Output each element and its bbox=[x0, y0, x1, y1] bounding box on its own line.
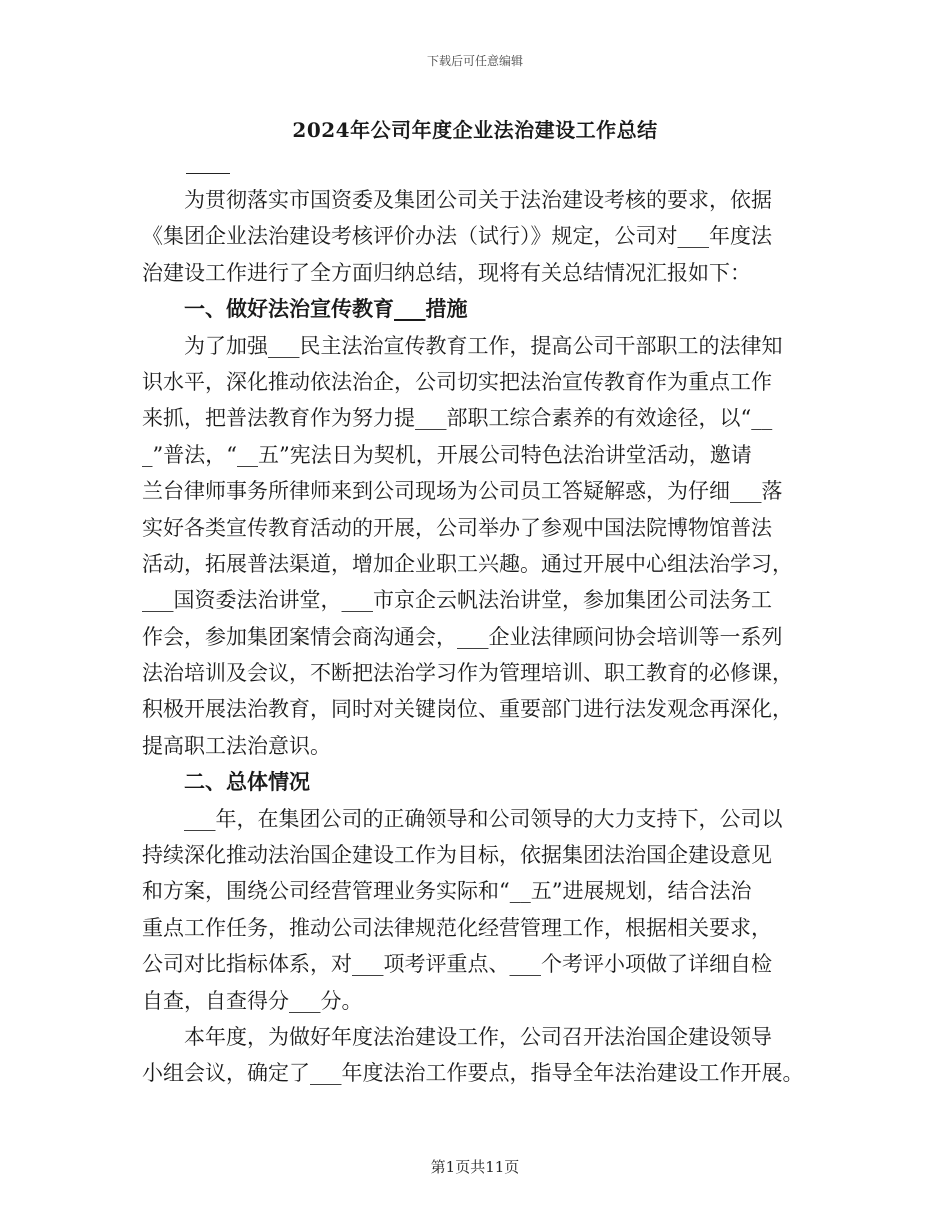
paragraph-line: ___国资委法治讲堂，___市京企云帆法治讲堂，参加集团公司法务工 bbox=[142, 588, 772, 613]
paragraph-line: 《集团企业法治建设考核评价办法（试行）》规定，公司对___年度法 bbox=[142, 224, 772, 249]
paragraph-line: _”普法，“__五”宪法日为契机，开展公司特色法治讲堂活动，邀请 bbox=[142, 442, 752, 467]
paragraph-line: 持续深化推动法治国企建设工作为目标，依据集团法治国企建设意见 bbox=[142, 843, 772, 868]
paragraph-line: 重点工作任务，推动公司法律规范化经营管理工作，根据相关要求， bbox=[142, 915, 772, 940]
paragraph-line: 提高职工法治意识。 bbox=[142, 733, 331, 758]
paragraph-line: 和方案，围绕公司经营管理业务实际和“__五”进展规划，结合法治 bbox=[142, 879, 752, 904]
page-number: 第1页共11页 bbox=[430, 1158, 520, 1176]
paragraph-line: 实好各类宣传教育活动的开展，公司举办了参观中国法院博物馆普法 bbox=[142, 515, 772, 540]
paragraph-line: ___年，在集团公司的正确领导和公司领导的大力支持下，公司以 bbox=[184, 806, 783, 831]
paragraph-line: 自查，自查得分___分。 bbox=[142, 988, 363, 1013]
paragraph-line: 兰台律师事务所律师来到公司现场为公司员工答疑解惑，为仔细___落 bbox=[142, 479, 783, 504]
paragraph-line: 作会，参加集团案情会商沟通会，___企业法律顾问协会培训等一系列 bbox=[142, 624, 783, 649]
paragraph-line: 法治培训及会议，不断把法治学习作为管理培训、职工教育的必修课， bbox=[142, 661, 793, 686]
paragraph-line: 识水平，深化推动依法治企，公司切实把法治宣传教育作为重点工作 bbox=[142, 369, 772, 394]
paragraph-line: 本年度，为做好年度法治建设工作，公司召开法治国企建设领导 bbox=[184, 1024, 772, 1049]
section-heading-2: 二、总体情况 bbox=[184, 769, 310, 795]
document-title: 2024年公司年度企业法治建设工作总结 bbox=[292, 118, 658, 142]
document-body bbox=[142, 182, 812, 1092]
paragraph-line: 为了加强___民主法治宣传教育工作，提高公司干部职工的法律知 bbox=[184, 333, 783, 358]
paragraph-line: 公司对比指标体系，对___项考评重点、___个考评小项做了详细自检 bbox=[142, 952, 772, 977]
paragraph-line: 小组会议，确定了___年度法治工作要点，指导全年法治建设工作开展。 bbox=[142, 1061, 804, 1086]
section-heading-1: 一、做好法治宣传教育___措施 bbox=[184, 296, 468, 322]
title-underline bbox=[186, 173, 230, 174]
paragraph-line: 来抓，把普法教育作为努力提___部职工综合素养的有效途径，以“__ bbox=[142, 406, 773, 431]
paragraph-line: 活动，拓展普法渠道，增加企业职工兴趣。通过开展中心组法治学习， bbox=[142, 551, 793, 576]
paragraph-line: 积极开展法治教育，同时对关键岗位、重要部门进行法发观念再深化， bbox=[142, 697, 793, 722]
paragraph-line: 为贯彻落实市国资委及集团公司关于法治建设考核的要求，依据 bbox=[184, 188, 772, 212]
paragraph-line: 治建设工作进行了全方面归纳总结，现将有关总结情况汇报如下： bbox=[142, 260, 751, 285]
header-note: 下载后可任意编辑 bbox=[426, 54, 523, 68]
